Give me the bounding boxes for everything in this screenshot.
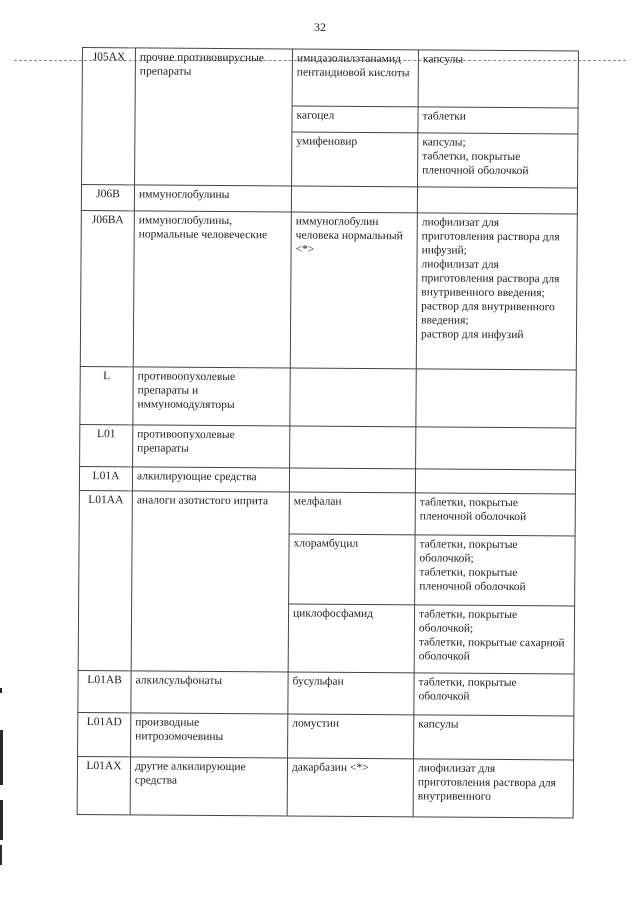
table-row <box>82 48 578 108</box>
drug-name-cell: ломустин <box>288 714 414 759</box>
group-name-cell: иммуноглобулины <box>134 185 291 212</box>
dosage-form-cell: лиофилизат для приготовления раствора для внутривенного <box>413 759 573 818</box>
group-name-cell: алкилсульфонаты <box>131 671 288 714</box>
group-name-cell: алкилирующие средства <box>132 467 289 492</box>
drug-table <box>77 47 579 818</box>
table-row <box>79 490 575 535</box>
atc-code-cell: L01AD <box>78 712 131 756</box>
dosage-form-cell: капсулы <box>414 715 574 760</box>
dosage-form-cell: таблетки <box>418 107 578 134</box>
table-row <box>80 210 577 369</box>
group-name-cell: производные нитрозомочевины <box>131 713 288 758</box>
dosage-form-cell: капсулы; таблетки, покрытые пленочной оболочкой <box>418 133 578 188</box>
atc-code-cell: J05AX <box>82 48 136 185</box>
drug-name-cell: дакарбазин <*> <box>287 758 413 817</box>
atc-code-cell: J06BA <box>80 210 134 366</box>
dosage-form-cell: таблетки, покрытые оболочкой; таблетки, покрытые сахарной оболочкой <box>414 605 574 674</box>
dosage-form-cell <box>415 469 575 494</box>
group-name-cell: прочие противовирусные препараты <box>135 48 293 186</box>
drug-name-cell <box>290 426 416 469</box>
table-row <box>78 670 574 715</box>
dosage-form-cell <box>416 369 576 428</box>
scan-margin-mark <box>0 730 3 785</box>
drug-name-cell: иммуноглобулин человека нормальный <*> <box>290 212 417 369</box>
atc-code-cell: L <box>80 366 133 424</box>
group-name-cell: аналоги азотистого иприта <box>131 491 289 672</box>
atc-code-cell: L01AX <box>77 756 130 814</box>
table-row <box>80 424 576 469</box>
scan-margin-mark <box>0 800 3 840</box>
drug-name-cell: циклофосфамид <box>288 604 414 673</box>
table-row <box>81 185 577 214</box>
group-name-cell: противоопухолевые препараты и иммуномодуляторы <box>133 367 290 426</box>
atc-code-cell: L01 <box>80 424 133 466</box>
table-row <box>78 712 574 759</box>
dosage-form-cell: таблетки, покрытые оболочкой <box>414 673 574 716</box>
atc-code-cell: J06B <box>81 185 134 211</box>
drug-name-cell: имидазолилэтанамид пентандиовой кислоты <box>292 49 418 107</box>
drug-name-cell: кагоцел <box>292 106 418 133</box>
drug-name-cell: умифеновир <box>292 132 418 187</box>
drug-name-cell: мелфалан <box>289 492 415 535</box>
drug-name-cell: хлорамбуцил <box>289 534 415 605</box>
atc-code-cell: L01A <box>79 466 132 490</box>
dosage-form-cell <box>417 187 577 214</box>
scan-margin-mark <box>0 688 2 693</box>
drug-name-cell <box>289 468 415 493</box>
drug-name-cell: бусульфан <box>288 672 414 715</box>
scan-margin-mark <box>0 845 2 865</box>
drug-name-cell <box>290 368 416 427</box>
table-row <box>80 366 576 427</box>
dosage-form-cell: таблетки, покрытые пленочной оболочкой <box>415 493 575 536</box>
group-name-cell: противоопухолевые препараты <box>133 425 290 468</box>
atc-code-cell: L01AB <box>78 670 131 712</box>
group-name-cell: другие алкилирующие средства <box>130 757 287 816</box>
dosage-form-cell: лиофилизат для приготовления раствора для инфузий; лиофилизат для приготовления раствора для внутривенного введения; раствор для внутривенного введения; раствор для инфузий <box>416 213 577 370</box>
dosage-form-cell: таблетки, покрытые оболочкой; таблетки, покрытые пленочной оболочкой <box>415 535 575 606</box>
table-row <box>79 466 575 493</box>
page-number: 32 <box>314 20 326 34</box>
group-name-cell: иммуноглобулины, нормальные человеческие <box>133 211 291 368</box>
drug-name-cell <box>291 186 417 213</box>
dosage-form-cell <box>416 427 576 470</box>
atc-code-cell: L01AA <box>78 490 132 670</box>
table-row <box>77 756 573 817</box>
dosage-form-cell: капсулы <box>418 50 578 108</box>
